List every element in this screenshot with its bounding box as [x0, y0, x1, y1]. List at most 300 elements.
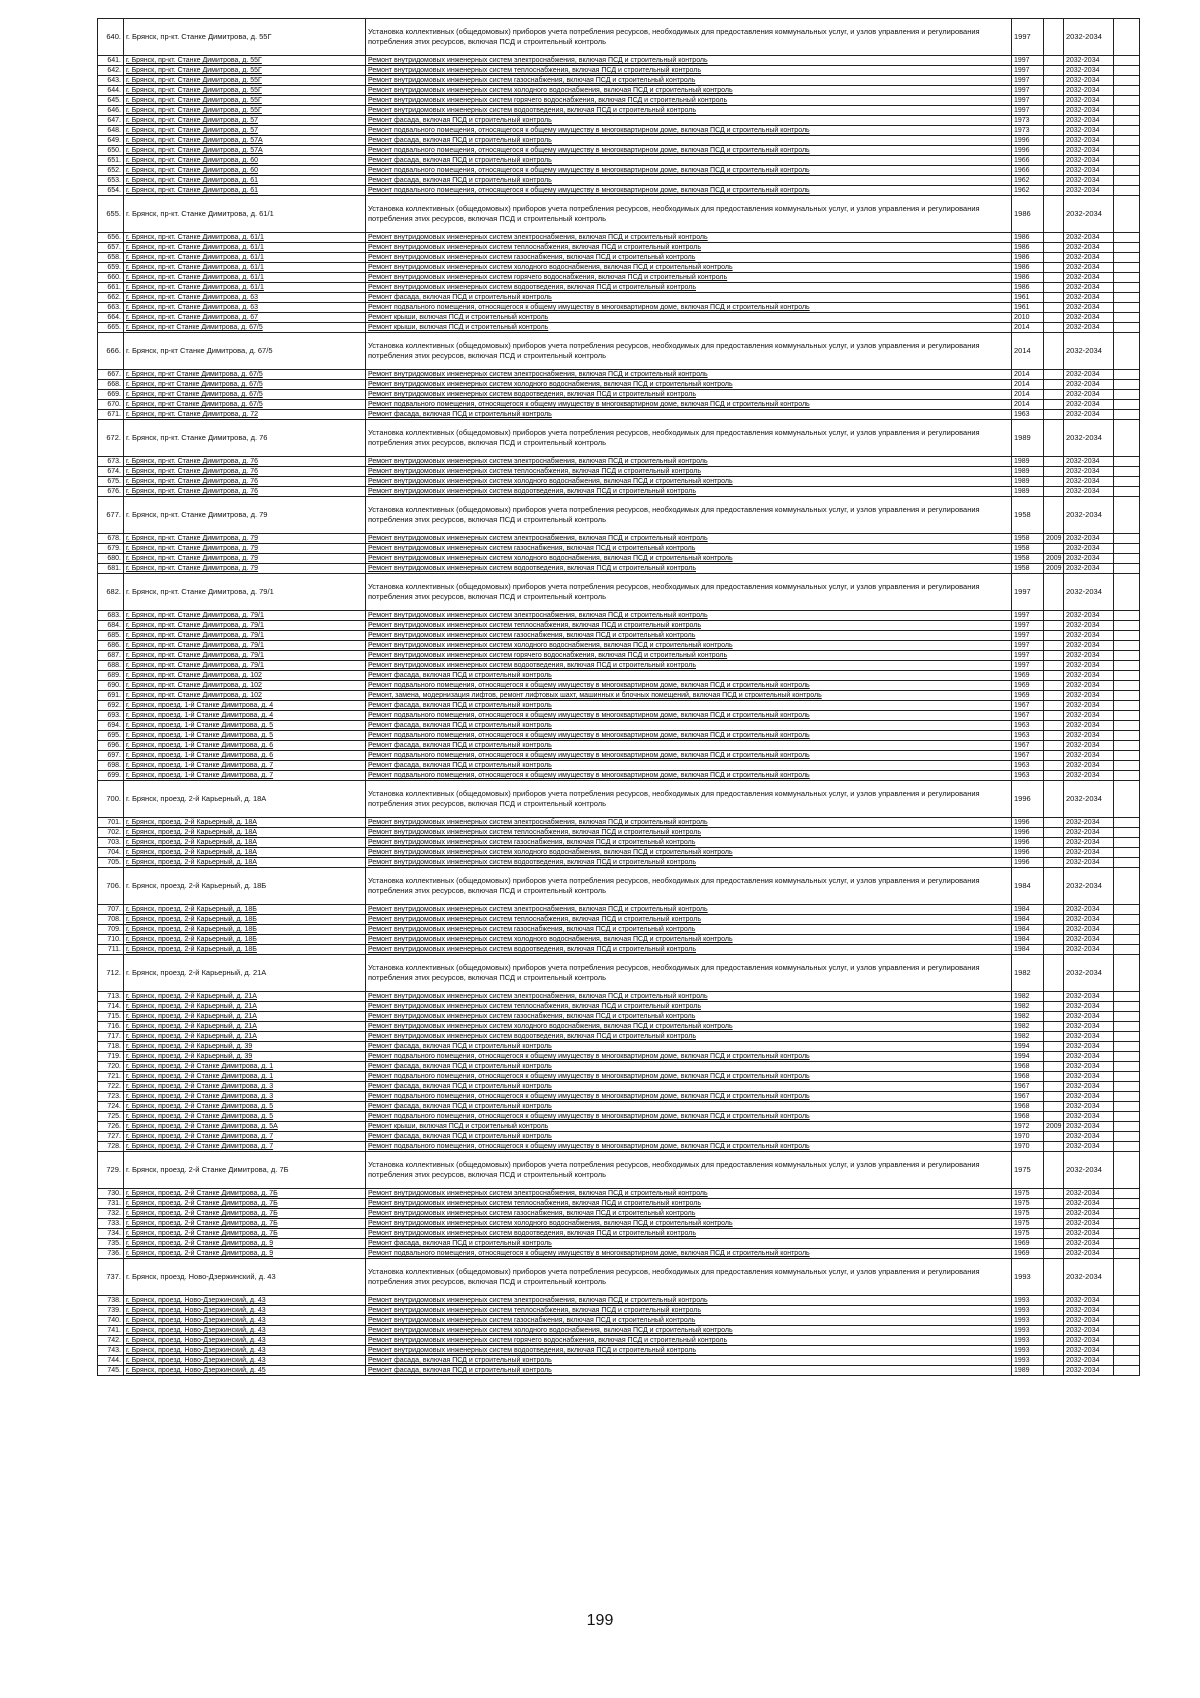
work-type-cell: Ремонт внутридомовых инженерных систем водоотведения, включая ПСД и строительный контроль [366, 487, 1012, 497]
table-row [98, 283, 1140, 293]
work-type-cell: Ремонт внутридомовых инженерных систем электроснабжения, включая ПСД и строительный контроль [366, 611, 1012, 621]
work-type-cell: Ремонт фасада, включая ПСД и строительный контроль [366, 1132, 1012, 1142]
address-cell: г. Брянск, пр-кт. Станке Димитрова, д. 61 [124, 176, 366, 186]
year-built-cell: 1986 [1012, 233, 1044, 243]
planned-period-cell: 2032-2034 [1064, 915, 1114, 925]
row-number: 698. [98, 761, 124, 771]
year-built-cell: 1986 [1012, 253, 1044, 263]
last-repair-year-cell [1044, 621, 1064, 631]
table-row [98, 1326, 1140, 1336]
table-row [98, 1259, 1140, 1296]
year-built-cell: 1975 [1012, 1209, 1044, 1219]
blank-cell [1114, 905, 1140, 915]
planned-period-cell: 2032-2034 [1064, 457, 1114, 467]
address-cell: г. Брянск, проезд. Ново-Дзержинский, д. 43 [124, 1346, 366, 1356]
planned-period-cell: 2032-2034 [1064, 905, 1114, 915]
row-number: 703. [98, 838, 124, 848]
planned-period-cell: 2032-2034 [1064, 858, 1114, 868]
planned-period-cell: 2032-2034 [1064, 671, 1114, 681]
last-repair-year-cell [1044, 1189, 1064, 1199]
year-built-cell: 1996 [1012, 848, 1044, 858]
blank-cell [1114, 380, 1140, 390]
address-cell: г. Брянск, пр-кт. Станке Димитрова, д. 76 [124, 420, 366, 457]
last-repair-year-cell: 2009 [1044, 554, 1064, 564]
blank-cell [1114, 233, 1140, 243]
work-type-cell: Ремонт внутридомовых инженерных систем горячего водоснабжения, включая ПСД и строительный контроль [366, 1336, 1012, 1346]
planned-period-cell: 2032-2034 [1064, 1132, 1114, 1142]
last-repair-year-cell [1044, 263, 1064, 273]
planned-period-cell: 2032-2034 [1064, 1062, 1114, 1072]
planned-period-cell: 2032-2034 [1064, 651, 1114, 661]
year-built-cell: 1989 [1012, 420, 1044, 457]
last-repair-year-cell [1044, 935, 1064, 945]
table-row [98, 1022, 1140, 1032]
row-number: 692. [98, 701, 124, 711]
last-repair-year-cell [1044, 544, 1064, 554]
work-type-cell: Ремонт внутридомовых инженерных систем газоснабжения, включая ПСД и строительный контроль [366, 631, 1012, 641]
work-type-cell: Ремонт подвального помещения, относящегося к общему имуществу в многоквартирном доме, включая ПСД и строительный контроль [366, 711, 1012, 721]
row-number: 739. [98, 1306, 124, 1316]
last-repair-year-cell [1044, 166, 1064, 176]
year-built-cell: 1986 [1012, 243, 1044, 253]
table-row [98, 1062, 1140, 1072]
planned-period-cell: 2032-2034 [1064, 925, 1114, 935]
work-type-cell: Ремонт внутридомовых инженерных систем холодного водоснабжения, включая ПСД и строительный контроль [366, 86, 1012, 96]
year-built-cell: 1972 [1012, 1122, 1044, 1132]
planned-period-cell: 2032-2034 [1064, 477, 1114, 487]
row-number: 736. [98, 1249, 124, 1259]
planned-period-cell: 2032-2034 [1064, 1152, 1114, 1189]
year-built-cell: 1997 [1012, 661, 1044, 671]
planned-period-cell: 2032-2034 [1064, 544, 1114, 554]
year-built-cell: 2014 [1012, 333, 1044, 370]
work-type-cell: Установка коллективных (общедомовых) приборов учета потребления ресурсов, необходимых для предоставления коммунальных услуг, и узлов управления и регулирования потребления этих ресурсов, включая ПСД и строительный контроль [366, 497, 1012, 534]
address-cell: г. Брянск, проезд. Ново-Дзержинский, д. 45 [124, 1366, 366, 1376]
blank-cell [1114, 818, 1140, 828]
year-built-cell: 2014 [1012, 380, 1044, 390]
table-row [98, 1296, 1140, 1306]
work-type-cell: Установка коллективных (общедомовых) приборов учета потребления ресурсов, необходимых для предоставления коммунальных услуг, и узлов управления и регулирования потребления этих ресурсов, включая ПСД и строительный контроль [366, 1152, 1012, 1189]
table-row [98, 76, 1140, 86]
blank-cell [1114, 681, 1140, 691]
address-cell: г. Брянск, проезд. 2-й Станке Димитрова, д. 5 [124, 1112, 366, 1122]
repair-program-table-sheet [97, 18, 1139, 1376]
address-cell: г. Брянск, пр-кт. Станке Димитрова, д. 55Г [124, 86, 366, 96]
address-cell: г. Брянск, проезд. 2-й Карьерный, д. 18А [124, 828, 366, 838]
row-number: 712. [98, 955, 124, 992]
work-type-cell: Ремонт внутридомовых инженерных систем газоснабжения, включая ПСД и строительный контроль [366, 1209, 1012, 1219]
row-number: 708. [98, 915, 124, 925]
address-cell: г. Брянск, пр-кт. Станке Димитрова, д. 102 [124, 681, 366, 691]
blank-cell [1114, 420, 1140, 457]
row-number: 650. [98, 146, 124, 156]
blank-cell [1114, 1346, 1140, 1356]
address-cell: г. Брянск, проезд. 1-й Станке Димитрова, д. 7 [124, 761, 366, 771]
last-repair-year-cell [1044, 1082, 1064, 1092]
blank-cell [1114, 1209, 1140, 1219]
year-built-cell: 1997 [1012, 56, 1044, 66]
last-repair-year-cell [1044, 915, 1064, 925]
work-type-cell: Ремонт внутридомовых инженерных систем холодного водоснабжения, включая ПСД и строительный контроль [366, 380, 1012, 390]
year-built-cell: 1996 [1012, 136, 1044, 146]
planned-period-cell: 2032-2034 [1064, 1082, 1114, 1092]
blank-cell [1114, 761, 1140, 771]
year-built-cell: 1975 [1012, 1219, 1044, 1229]
address-cell: г. Брянск, проезд. 2-й Карьерный, д. 21А [124, 955, 366, 992]
planned-period-cell: 2032-2034 [1064, 303, 1114, 313]
blank-cell [1114, 313, 1140, 323]
year-built-cell: 1996 [1012, 828, 1044, 838]
work-type-cell: Ремонт подвального помещения, относящегося к общему имуществу в многоквартирном доме, включая ПСД и строительный контроль [366, 303, 1012, 313]
work-type-cell: Ремонт внутридомовых инженерных систем водоотведения, включая ПСД и строительный контроль [366, 564, 1012, 574]
address-cell: г. Брянск, проезд. 2-й Станке Димитрова, д. 3 [124, 1092, 366, 1102]
row-number: 741. [98, 1326, 124, 1336]
work-type-cell: Ремонт внутридомовых инженерных систем горячего водоснабжения, включая ПСД и строительный контроль [366, 96, 1012, 106]
blank-cell [1114, 1132, 1140, 1142]
work-type-cell: Ремонт внутридомовых инженерных систем электроснабжения, включая ПСД и строительный контроль [366, 233, 1012, 243]
table-row [98, 1032, 1140, 1042]
last-repair-year-cell [1044, 1092, 1064, 1102]
table-row [98, 935, 1140, 945]
blank-cell [1114, 1072, 1140, 1082]
planned-period-cell: 2032-2034 [1064, 1356, 1114, 1366]
blank-cell [1114, 467, 1140, 477]
planned-period-cell: 2032-2034 [1064, 611, 1114, 621]
planned-period-cell: 2032-2034 [1064, 126, 1114, 136]
table-row [98, 1112, 1140, 1122]
year-built-cell: 1994 [1012, 1052, 1044, 1062]
blank-cell [1114, 156, 1140, 166]
table-row [98, 661, 1140, 671]
table-row [98, 1249, 1140, 1259]
address-cell: г. Брянск, проезд. 2-й Карьерный, д. 21А [124, 1032, 366, 1042]
row-number: 732. [98, 1209, 124, 1219]
last-repair-year-cell [1044, 711, 1064, 721]
planned-period-cell: 2032-2034 [1064, 400, 1114, 410]
work-type-cell: Установка коллективных (общедомовых) приборов учета потребления ресурсов, необходимых для предоставления коммунальных услуг, и узлов управления и регулирования потребления этих ресурсов, включая ПСД и строительный контроль [366, 781, 1012, 818]
last-repair-year-cell [1044, 1012, 1064, 1022]
year-built-cell: 1993 [1012, 1316, 1044, 1326]
address-cell: г. Брянск, пр-кт. Станке Димитрова, д. 79/1 [124, 661, 366, 671]
last-repair-year-cell [1044, 19, 1064, 56]
address-cell: г. Брянск, проезд. 2-й Станке Димитрова, д. 5А [124, 1122, 366, 1132]
blank-cell [1114, 574, 1140, 611]
planned-period-cell: 2032-2034 [1064, 273, 1114, 283]
blank-cell [1114, 992, 1140, 1002]
planned-period-cell: 2032-2034 [1064, 497, 1114, 534]
blank-cell [1114, 1306, 1140, 1316]
last-repair-year-cell [1044, 273, 1064, 283]
blank-cell [1114, 1152, 1140, 1189]
planned-period-cell: 2032-2034 [1064, 333, 1114, 370]
table-row [98, 992, 1140, 1002]
last-repair-year-cell [1044, 106, 1064, 116]
last-repair-year-cell [1044, 651, 1064, 661]
last-repair-year-cell [1044, 283, 1064, 293]
planned-period-cell: 2032-2034 [1064, 233, 1114, 243]
year-built-cell: 1986 [1012, 196, 1044, 233]
year-built-cell: 2014 [1012, 370, 1044, 380]
row-number: 727. [98, 1132, 124, 1142]
address-cell: г. Брянск, пр-кт. Станке Димитрова, д. 79 [124, 534, 366, 544]
row-number: 695. [98, 731, 124, 741]
planned-period-cell: 2032-2034 [1064, 781, 1114, 818]
address-cell: г. Брянск, пр-кт. Станке Димитрова, д. 79/1 [124, 631, 366, 641]
year-built-cell: 1967 [1012, 711, 1044, 721]
year-built-cell: 2014 [1012, 400, 1044, 410]
address-cell: г. Брянск, проезд. 1-й Станке Димитрова, д. 4 [124, 711, 366, 721]
work-type-cell: Ремонт внутридомовых инженерных систем газоснабжения, включая ПСД и строительный контроль [366, 838, 1012, 848]
planned-period-cell: 2032-2034 [1064, 96, 1114, 106]
year-built-cell: 1968 [1012, 1112, 1044, 1122]
last-repair-year-cell: 2009 [1044, 534, 1064, 544]
year-built-cell: 1997 [1012, 631, 1044, 641]
row-number: 653. [98, 176, 124, 186]
last-repair-year-cell: 2009 [1044, 1122, 1064, 1132]
address-cell: г. Брянск, пр-кт. Станке Димитрова, д. 57А [124, 136, 366, 146]
planned-period-cell: 2032-2034 [1064, 818, 1114, 828]
year-built-cell: 1989 [1012, 477, 1044, 487]
table-row [98, 303, 1140, 313]
year-built-cell: 1984 [1012, 915, 1044, 925]
last-repair-year-cell [1044, 323, 1064, 333]
row-number: 710. [98, 935, 124, 945]
work-type-cell: Ремонт внутридомовых инженерных систем теплоснабжения, включая ПСД и строительный контроль [366, 243, 1012, 253]
planned-period-cell: 2032-2034 [1064, 1229, 1114, 1239]
address-cell: г. Брянск, пр-кт. Станке Димитрова, д. 79 [124, 554, 366, 564]
blank-cell [1114, 19, 1140, 56]
row-number: 690. [98, 681, 124, 691]
work-type-cell: Ремонт фасада, включая ПСД и строительный контроль [366, 136, 1012, 146]
year-built-cell: 1962 [1012, 176, 1044, 186]
address-cell: г. Брянск, пр-кт Станке Димитрова, д. 67/5 [124, 333, 366, 370]
address-cell: г. Брянск, проезд. 2-й Карьерный, д. 18А [124, 781, 366, 818]
blank-cell [1114, 1052, 1140, 1062]
planned-period-cell: 2032-2034 [1064, 146, 1114, 156]
last-repair-year-cell [1044, 333, 1064, 370]
last-repair-year-cell [1044, 380, 1064, 390]
table-row [98, 671, 1140, 681]
work-type-cell: Ремонт внутридомовых инженерных систем электроснабжения, включая ПСД и строительный контроль [366, 56, 1012, 66]
blank-cell [1114, 935, 1140, 945]
blank-cell [1114, 477, 1140, 487]
work-type-cell: Ремонт внутридомовых инженерных систем теплоснабжения, включая ПСД и строительный контроль [366, 828, 1012, 838]
work-type-cell: Ремонт внутридомовых инженерных систем электроснабжения, включая ПСД и строительный контроль [366, 534, 1012, 544]
address-cell: г. Брянск, пр-кт. Станке Димитрова, д. 67 [124, 313, 366, 323]
work-type-cell: Ремонт внутридомовых инженерных систем холодного водоснабжения, включая ПСД и строительный контроль [366, 477, 1012, 487]
last-repair-year-cell [1044, 1229, 1064, 1239]
address-cell: г. Брянск, пр-кт. Станке Димитрова, д. 79/1 [124, 621, 366, 631]
planned-period-cell: 2032-2034 [1064, 1002, 1114, 1012]
blank-cell [1114, 554, 1140, 564]
table-row [98, 243, 1140, 253]
row-number: 745. [98, 1366, 124, 1376]
table-row [98, 86, 1140, 96]
row-number: 717. [98, 1032, 124, 1042]
work-type-cell: Ремонт внутридомовых инженерных систем теплоснабжения, включая ПСД и строительный контроль [366, 467, 1012, 477]
planned-period-cell: 2032-2034 [1064, 721, 1114, 731]
table-row [98, 380, 1140, 390]
address-cell: г. Брянск, пр-кт Станке Димитрова, д. 67/5 [124, 380, 366, 390]
row-number: 669. [98, 390, 124, 400]
blank-cell [1114, 1219, 1140, 1229]
work-type-cell: Ремонт фасада, включая ПСД и строительный контроль [366, 721, 1012, 731]
work-type-cell: Ремонт фасада, включая ПСД и строительный контроль [366, 1062, 1012, 1072]
work-type-cell: Ремонт внутридомовых инженерных систем холодного водоснабжения, включая ПСД и строительный контроль [366, 1022, 1012, 1032]
blank-cell [1114, 1296, 1140, 1306]
row-number: 730. [98, 1189, 124, 1199]
work-type-cell: Ремонт фасада, включая ПСД и строительный контроль [366, 1366, 1012, 1376]
last-repair-year-cell [1044, 1219, 1064, 1229]
work-type-cell: Установка коллективных (общедомовых) приборов учета потребления ресурсов, необходимых для предоставления коммунальных услуг, и узлов управления и регулирования потребления этих ресурсов, включая ПСД и строительный контроль [366, 955, 1012, 992]
table-row [98, 166, 1140, 176]
last-repair-year-cell [1044, 858, 1064, 868]
table-row [98, 731, 1140, 741]
row-number: 743. [98, 1346, 124, 1356]
last-repair-year-cell [1044, 992, 1064, 1002]
blank-cell [1114, 1326, 1140, 1336]
planned-period-cell: 2032-2034 [1064, 1112, 1114, 1122]
last-repair-year-cell [1044, 721, 1064, 731]
blank-cell [1114, 741, 1140, 751]
year-built-cell: 1963 [1012, 761, 1044, 771]
last-repair-year-cell [1044, 136, 1064, 146]
planned-period-cell: 2032-2034 [1064, 487, 1114, 497]
planned-period-cell: 2032-2034 [1064, 1142, 1114, 1152]
planned-period-cell: 2032-2034 [1064, 1022, 1114, 1032]
blank-cell [1114, 196, 1140, 233]
planned-period-cell: 2032-2034 [1064, 621, 1114, 631]
blank-cell [1114, 487, 1140, 497]
blank-cell [1114, 868, 1140, 905]
year-built-cell: 1989 [1012, 467, 1044, 477]
row-number: 672. [98, 420, 124, 457]
work-type-cell: Ремонт внутридомовых инженерных систем теплоснабжения, включая ПСД и строительный контроль [366, 1306, 1012, 1316]
address-cell: г. Брянск, проезд. 2-й Карьерный, д. 18Б [124, 935, 366, 945]
address-cell: г. Брянск, пр-кт. Станке Димитрова, д. 61/1 [124, 233, 366, 243]
last-repair-year-cell [1044, 66, 1064, 76]
work-type-cell: Ремонт внутридомовых инженерных систем водоотведения, включая ПСД и строительный контроль [366, 661, 1012, 671]
table-row [98, 691, 1140, 701]
planned-period-cell: 2032-2034 [1064, 771, 1114, 781]
year-built-cell: 1961 [1012, 303, 1044, 313]
address-cell: г. Брянск, проезд. 2-й Станке Димитрова, д. 1 [124, 1072, 366, 1082]
work-type-cell: Ремонт внутридомовых инженерных систем холодного водоснабжения, включая ПСД и строительный контроль [366, 848, 1012, 858]
work-type-cell: Ремонт фасада, включая ПСД и строительный контроль [366, 1042, 1012, 1052]
row-number: 740. [98, 1316, 124, 1326]
address-cell: г. Брянск, проезд. 1-й Станке Димитрова, д. 4 [124, 701, 366, 711]
last-repair-year-cell [1044, 1239, 1064, 1249]
work-type-cell: Ремонт внутридомовых инженерных систем водоотведения, включая ПСД и строительный контроль [366, 1346, 1012, 1356]
work-type-cell: Ремонт подвального помещения, относящегося к общему имуществу в многоквартирном доме, включая ПСД и строительный контроль [366, 771, 1012, 781]
last-repair-year-cell [1044, 253, 1064, 263]
table-row [98, 574, 1140, 611]
address-cell: г. Брянск, проезд. 2-й Станке Димитрова, д. 7 [124, 1142, 366, 1152]
year-built-cell: 1958 [1012, 534, 1044, 544]
planned-period-cell: 2032-2034 [1064, 176, 1114, 186]
last-repair-year-cell [1044, 56, 1064, 66]
address-cell: г. Брянск, пр-кт. Станке Димитрова, д. 57А [124, 146, 366, 156]
planned-period-cell: 2032-2034 [1064, 263, 1114, 273]
row-number: 742. [98, 1336, 124, 1346]
year-built-cell: 1961 [1012, 293, 1044, 303]
year-built-cell: 1993 [1012, 1336, 1044, 1346]
blank-cell [1114, 56, 1140, 66]
planned-period-cell: 2032-2034 [1064, 945, 1114, 955]
blank-cell [1114, 661, 1140, 671]
table-row [98, 1199, 1140, 1209]
planned-period-cell: 2032-2034 [1064, 467, 1114, 477]
table-row [98, 848, 1140, 858]
table-row [98, 323, 1140, 333]
address-cell: г. Брянск, проезд. 2-й Карьерный, д. 18А [124, 858, 366, 868]
last-repair-year-cell [1044, 293, 1064, 303]
work-type-cell: Установка коллективных (общедомовых) приборов учета потребления ресурсов, необходимых для предоставления коммунальных услуг, и узлов управления и регулирования потребления этих ресурсов, включая ПСД и строительный контроль [366, 196, 1012, 233]
address-cell: г. Брянск, пр-кт. Станке Димитрова, д. 55Г [124, 66, 366, 76]
work-type-cell: Ремонт внутридомовых инженерных систем водоотведения, включая ПСД и строительный контроль [366, 283, 1012, 293]
last-repair-year-cell [1044, 631, 1064, 641]
table-row [98, 1082, 1140, 1092]
planned-period-cell: 2032-2034 [1064, 848, 1114, 858]
address-cell: г. Брянск, пр-кт. Станке Димитрова, д. 61/1 [124, 253, 366, 263]
blank-cell [1114, 1032, 1140, 1042]
table-row [98, 56, 1140, 66]
planned-period-cell: 2032-2034 [1064, 196, 1114, 233]
row-number: 700. [98, 781, 124, 818]
blank-cell [1114, 146, 1140, 156]
row-number: 674. [98, 467, 124, 477]
row-number: 676. [98, 487, 124, 497]
work-type-cell: Установка коллективных (общедомовых) приборов учета потребления ресурсов, необходимых для предоставления коммунальных услуг, и узлов управления и регулирования потребления этих ресурсов, включая ПСД и строительный контроль [366, 333, 1012, 370]
table-row [98, 487, 1140, 497]
row-number: 673. [98, 457, 124, 467]
year-built-cell: 1996 [1012, 781, 1044, 818]
table-row [98, 621, 1140, 631]
table-row [98, 1002, 1140, 1012]
address-cell: г. Брянск, проезд. Ново-Дзержинский, д. 43 [124, 1316, 366, 1326]
last-repair-year-cell [1044, 671, 1064, 681]
planned-period-cell: 2032-2034 [1064, 691, 1114, 701]
work-type-cell: Ремонт внутридомовых инженерных систем газоснабжения, включая ПСД и строительный контроль [366, 544, 1012, 554]
last-repair-year-cell [1044, 848, 1064, 858]
blank-cell [1114, 1092, 1140, 1102]
row-number: 670. [98, 400, 124, 410]
row-number: 705. [98, 858, 124, 868]
work-type-cell: Ремонт внутридомовых инженерных систем газоснабжения, включая ПСД и строительный контроль [366, 76, 1012, 86]
address-cell: г. Брянск, пр-кт. Станке Димитрова, д. 61/1 [124, 283, 366, 293]
planned-period-cell: 2032-2034 [1064, 1042, 1114, 1052]
row-number: 640. [98, 19, 124, 56]
address-cell: г. Брянск, проезд. 2-й Станке Димитрова, д. 7Б [124, 1199, 366, 1209]
blank-cell [1114, 303, 1140, 313]
work-type-cell: Ремонт внутридомовых инженерных систем водоотведения, включая ПСД и строительный контроль [366, 1032, 1012, 1042]
last-repair-year-cell [1044, 691, 1064, 701]
work-type-cell: Ремонт внутридомовых инженерных систем газоснабжения, включая ПСД и строительный контроль [366, 253, 1012, 263]
work-type-cell: Ремонт внутридомовых инженерных систем холодного водоснабжения, включая ПСД и строительный контроль [366, 641, 1012, 651]
planned-period-cell: 2032-2034 [1064, 56, 1114, 66]
planned-period-cell: 2032-2034 [1064, 661, 1114, 671]
blank-cell [1114, 323, 1140, 333]
address-cell: г. Брянск, пр-кт. Станке Димитрова, д. 61/1 [124, 273, 366, 283]
table-row [98, 196, 1140, 233]
planned-period-cell: 2032-2034 [1064, 574, 1114, 611]
table-row [98, 771, 1140, 781]
address-cell: г. Брянск, пр-кт. Станке Димитрова, д. 60 [124, 156, 366, 166]
year-built-cell: 1970 [1012, 1142, 1044, 1152]
row-number: 658. [98, 253, 124, 263]
row-number: 715. [98, 1012, 124, 1022]
planned-period-cell: 2032-2034 [1064, 380, 1114, 390]
